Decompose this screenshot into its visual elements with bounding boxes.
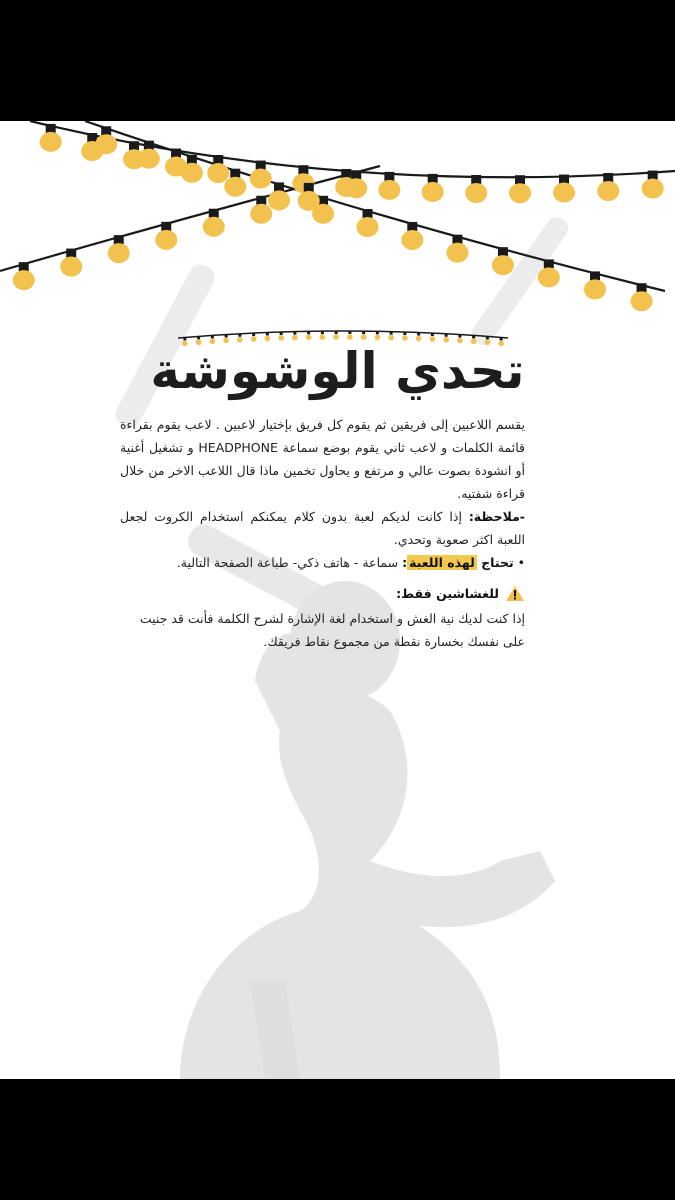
bulb-cap: [19, 262, 29, 271]
warning-title: للغشاشين فقط:: [396, 586, 499, 601]
light-bulb: [597, 181, 619, 201]
light-bulb: [207, 163, 229, 183]
light-bulb: [345, 178, 367, 198]
bulb-cap: [603, 173, 613, 182]
page-title: تحدي الوشوشة: [150, 342, 525, 400]
bulb-cap: [407, 222, 417, 231]
bulb-cap: [498, 247, 508, 256]
light-bulb: [446, 243, 468, 263]
light-bulb: [357, 217, 379, 237]
page: [0, 121, 675, 1079]
bulb-cap: [471, 175, 481, 184]
light-bulb: [108, 243, 130, 263]
bulb-cap: [87, 133, 97, 142]
bulb-cap: [648, 171, 658, 180]
bulb-cap: [452, 235, 462, 244]
string-lights-decoration: [0, 121, 675, 321]
light-bulb: [509, 183, 531, 203]
warning-heading: [120, 582, 525, 605]
light-bulb: [642, 179, 664, 199]
note-paragraph: [120, 505, 525, 551]
title-bulb-cap: [321, 331, 324, 334]
bulb-cap: [274, 182, 284, 191]
light-bulb: [465, 183, 487, 203]
bulb-cap: [590, 271, 600, 280]
warning-icon: [505, 585, 525, 602]
light-bulb: [631, 291, 653, 311]
bulb-cap: [144, 141, 154, 150]
light-bulb: [203, 217, 225, 237]
light-bulb: [181, 163, 203, 183]
bulb-cap: [161, 222, 171, 231]
light-bulb: [95, 134, 117, 154]
bulb-cap: [66, 249, 76, 258]
light-bulb: [492, 255, 514, 275]
light-bulb: [13, 270, 35, 290]
bulb-cap: [384, 172, 394, 181]
light-bulb: [60, 257, 82, 277]
bulb-cap: [46, 124, 56, 133]
bullet: •: [517, 555, 525, 570]
bulb-cap: [114, 235, 124, 244]
bulb-cap: [230, 169, 240, 178]
bulb-cap: [304, 183, 314, 192]
title-bulb-cap: [390, 332, 393, 335]
light-bulb: [401, 230, 423, 250]
light-bulb: [155, 230, 177, 250]
bulb-cap: [559, 175, 569, 184]
light-bulb: [538, 267, 560, 287]
light-bulb: [584, 279, 606, 299]
title-bulb-cap: [376, 331, 379, 334]
light-bulb: [224, 177, 246, 197]
light-bulb: [40, 132, 62, 152]
needs-text: سماعة - هاتف ذكي- طباعة الصفحة التالية.: [176, 555, 403, 570]
needs-colon: :: [402, 555, 408, 570]
needs-paragraph: [120, 551, 525, 574]
title-bulb-cap: [280, 332, 283, 335]
title-bulb-cap: [362, 331, 365, 334]
note-text: إذا كانت لديكم لعبة بدون كلام يمكنكم استخدام الكروت لجعل اللعبة اكثر صعوبة وتحدي.: [120, 509, 525, 547]
bulb-cap: [544, 259, 554, 268]
bulb-cap: [428, 174, 438, 183]
bulb-cap: [341, 169, 351, 178]
bulb-cap: [298, 165, 308, 174]
title-bulb-cap: [293, 332, 296, 335]
bulb-cap: [363, 209, 373, 218]
bulb-cap: [256, 196, 266, 205]
note-label: -ملاحظة:: [468, 509, 525, 524]
light-bulb: [250, 204, 272, 224]
description-text: يقسم اللاعبين إلى فريقين ثم يقوم كل فريق بإختيار لاعبين . لاعب يقوم بقراءة قائمة الكلمات و لاعب ثاني يقوم بوضع سماعة HEADPHONE و تشغيل أغنية أو انشودة بصوت عالي و مرتفع و يحاول تخمين ماذا قال اللاعب الاخر من خلال قراءة شفتيه.: [120, 417, 525, 501]
warning-text: إذا كنت لديك نية الغش و استخدام لغة الإشارة لشرح الكلمة فأنت قد جنيت على نفسك بخسارة نقطة من مجموع نقاط فريقك.: [139, 611, 525, 649]
bulb-cap: [351, 170, 361, 179]
light-bulb: [268, 190, 290, 210]
light-bulb: [553, 183, 575, 203]
bulb-cap: [187, 155, 197, 164]
game-instructions: [120, 413, 525, 653]
title-block: [150, 326, 525, 406]
light-bulb: [298, 191, 320, 211]
light-bulb: [378, 180, 400, 200]
needs-label-prefix: تحتاج: [476, 555, 514, 570]
title-bulb-cap: [307, 331, 310, 334]
bulb-cap: [213, 155, 223, 164]
bulb-cap: [256, 161, 266, 170]
needs-label: [402, 555, 514, 570]
title-bulb-cap: [403, 332, 406, 335]
bulb-cap: [637, 283, 647, 292]
title-bulb-cap: [335, 331, 338, 334]
bulb-cap: [515, 175, 525, 184]
bulb-cap: [101, 126, 111, 135]
title-bulb-cap: [348, 331, 351, 334]
needs-label-highlight: لهذه اللعبة: [409, 555, 475, 570]
light-bulb: [422, 182, 444, 202]
bulb-cap: [209, 209, 219, 218]
light-bulb: [138, 149, 160, 169]
bulb-cap: [129, 141, 139, 150]
light-bulb: [250, 169, 272, 189]
bulb-cap: [171, 149, 181, 158]
